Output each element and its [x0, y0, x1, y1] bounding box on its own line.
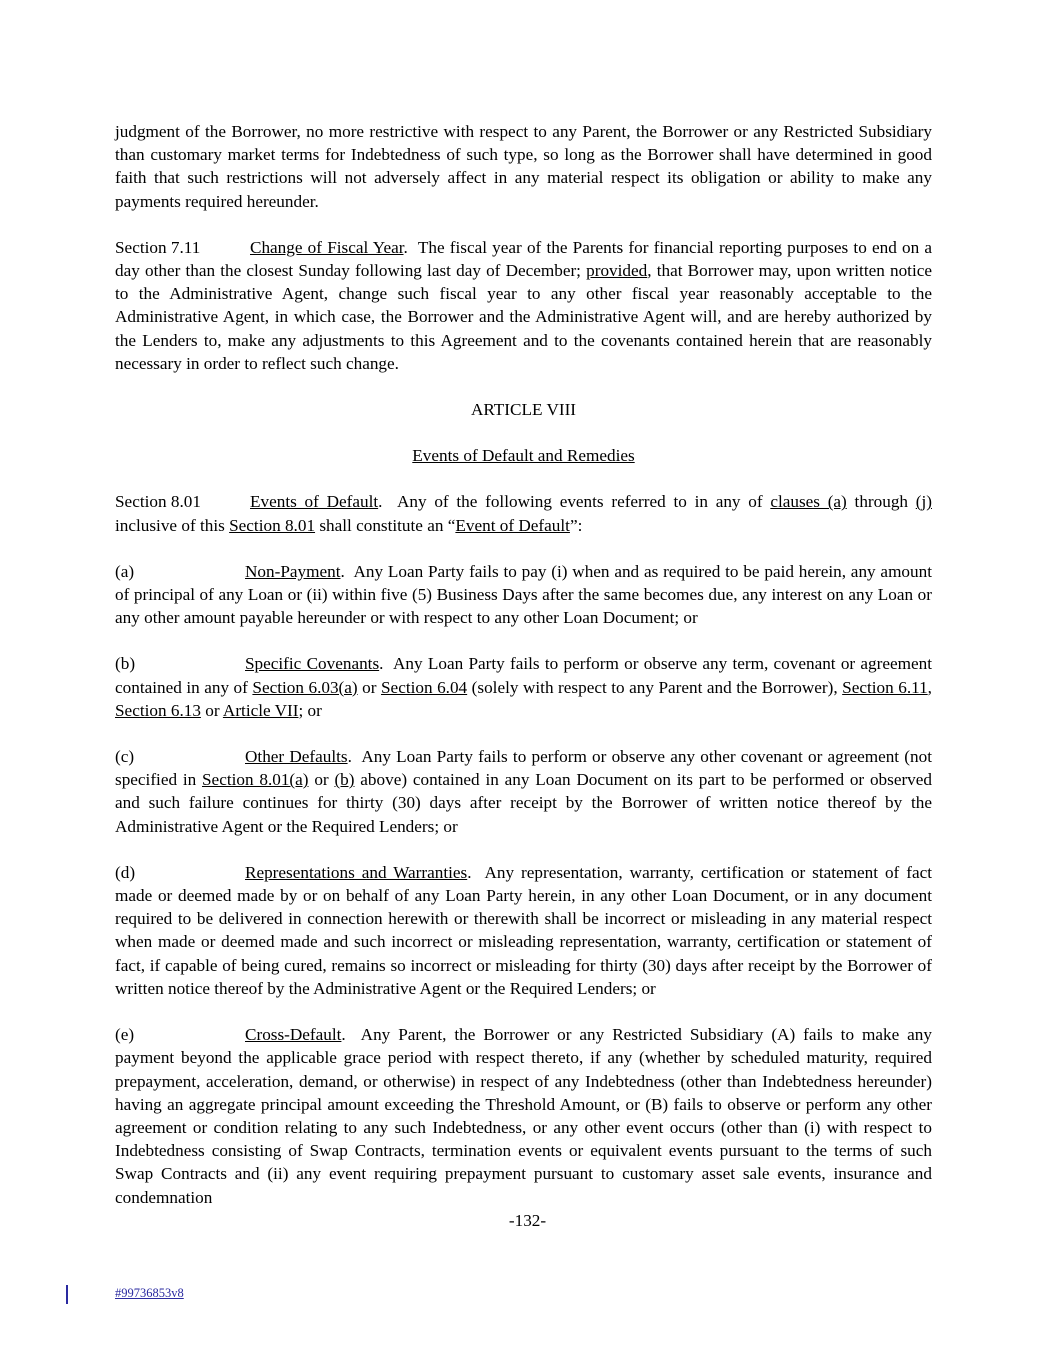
item-heading: Other Defaults: [245, 747, 348, 767]
section-7-11: Section 7.11 Change of Fiscal Year. The fiscal year of the Parents for financial reporting purposes to end on a day other than the closest Sunday following last day of December; provided, that Borrower may, upon written notice to the Administrative Agent, change such fiscal year to any other fiscal year reasonably acceptable to the Administrative Agent, in which case, the Borrower and the Administrative Agent will, and are hereby authorized by the Lenders to, make any adjustments to this Agreement and to the covenants contained herein that are reasonably necessary in order to reflect such change.: [115, 237, 932, 373]
provided-emphasis: provided: [586, 261, 648, 281]
item-b: (b) Specific Covenants. Any Loan Party fails to perform or observe any term, covenant or agreement contained in any of Section 6.03(a) or Section 6.04 (solely with respect to any Parent and the Borrower), Section 6.11, Section 6.13 or Article VII; or: [115, 654, 932, 720]
item-marker: (d): [115, 862, 136, 882]
spacer: [115, 421, 932, 444]
section-label: Section 7.11: [115, 237, 201, 257]
item-marker: (c): [115, 747, 135, 767]
section-text-b: through: [846, 492, 916, 512]
item-marker: (a): [115, 561, 135, 581]
section-text-a: Any of the following events referred to in any of: [396, 492, 771, 512]
item-e: (e) Cross-Default. Any Parent, the Borrower or any Restricted Subsidiary (A) fails to make any payment beyond the applicable grace period with respect thereto, if any (whether by scheduled maturity, required prepayment, acceleration, demand, or otherwise) in respect of any Indebtedness (other than Indebtedness hereunder) having an aggregate principal amount exceeding the Threshold Amount, or (B) fails to observe or perform any other agreement or condition relating to any such Indebtedness, or any other event occurs (other than (i) with respect to Indebtedness consisting of Swap Contracts, termination events or equivalent events pursuant to the terms of such Swap Contracts and (ii) any event requiring prepayment pursuant to customary asset sale events, insurance and condemnation: [115, 1025, 932, 1207]
item-text-b: or: [308, 770, 335, 790]
clause-ref-b: (b): [334, 770, 355, 790]
item-heading: Non-Payment: [245, 561, 341, 581]
spacer: [115, 722, 932, 745]
paragraph-continuation: judgment of the Borrower, no more restrictive with respect to any Parent, the Borrower or any Restricted Subsidiary than customary market terms for Indebtedness of such type, so long as the Borrower shall have determined in good faith that such restrictions will not adversely affect in any material respect its obligation or ability to make any payments required hereunder.: [115, 122, 932, 211]
section-8-01: Section 8.01 Events of Default. Any of the following events referred to in any of clauses (a) through (j) inclusive of this Section 8.01 shall constitute an “Event of Default”:: [115, 492, 932, 535]
item-heading: Specific Covenants: [245, 654, 380, 674]
section-text-c: inclusive of this: [115, 515, 230, 535]
section-heading: Events of Default: [250, 492, 379, 512]
revision-change-bar: [66, 1285, 68, 1304]
section-ref-6-03a: Section 6.03(a): [252, 677, 358, 697]
item-d: (d) Representations and Warranties. Any representation, warranty, certification or statement of fact made or deemed made by or on behalf of any Loan Party herein, in any other Loan Document, or in any document required to be delivered in connection herewith or therewith shall be incorrect or misleading in any material respect when made or deemed made and such incorrect or misleading representation, warranty, certification or statement of fact, if capable of being cured, remains so incorrect or misleading for thirty (30) days after receipt by the Borrower of written notice thereof by the Administrative Agent or the Required Lenders; or: [115, 862, 932, 998]
footer-reference: [115, 1286, 184, 1301]
section-ref-6-04: Section 6.04: [381, 677, 468, 697]
item-text-b: or: [357, 677, 381, 697]
section-heading: Change of Fiscal Year: [250, 237, 404, 257]
item-heading: Cross-Default: [245, 1025, 342, 1045]
section-text-b: , that Borrower may, upon written notice to the Administrative Agent, change such fiscal year to any other fiscal year reasonably acceptable to the Administrative Agent, in which case, the Borrower and the Administrative Agent will, and are hereby authorized by the Lenders to, make any adjustments to this Agreement and to the covenants contained herein that are reasonably necessary in order to reflect such change.: [115, 261, 932, 373]
section-ref-8-01: Section 8.01: [229, 515, 316, 535]
article-subtitle: Events of Default and Remedies: [412, 446, 635, 466]
clause-ref-a: clauses (a): [770, 492, 847, 512]
item-marker: (b): [115, 654, 136, 674]
spacer: [115, 838, 932, 861]
section-text-a: The fiscal year of the Parents for financial reporting purposes to end on a day other than the closest Sunday following last day of December;: [115, 237, 932, 281]
item-text-a: Any Loan Party fails to perform or observe any other covenant or agreement (not specified in: [115, 747, 932, 790]
page-number: -132-: [508, 1211, 547, 1230]
spacer: [115, 537, 932, 560]
article-title: ARTICLE VIII: [470, 400, 577, 420]
section-text-d: shall constitute an “: [315, 515, 456, 535]
clause-ref-j: (j): [915, 492, 932, 512]
spacer: [115, 375, 932, 398]
section-ref-8-01a: Section 8.01(a): [202, 770, 309, 790]
defined-term-event-of-default: Event of Default: [455, 515, 570, 535]
item-text-d: ,: [927, 677, 932, 697]
section-ref-6-13: Section 6.13: [115, 700, 201, 720]
spacer: [115, 213, 932, 236]
spacer: [115, 467, 932, 490]
footer-document-number: #99736853v8: [115, 1286, 184, 1300]
item-text-c: (solely with respect to any Parent and the Borrower),: [467, 677, 843, 697]
item-marker: (e): [115, 1025, 135, 1045]
article-ref-vii: Article VII: [222, 700, 299, 720]
item-c: (c) Other Defaults. Any Loan Party fails to perform or observe any other covenant or agreement (not specified in Section 8.01(a) or (b) above) contained in any Loan Document on its part to be performed or observed and such failure continues for thirty (30) days after receipt by the Borrower of written notice thereof by the Administrative Agent or the Required Lenders; or: [115, 747, 932, 836]
section-ref-6-11: Section 6.11: [842, 677, 928, 697]
item-heading: Representations and Warranties: [245, 862, 468, 882]
page-content: [115, 120, 932, 1209]
spacer: [115, 1000, 932, 1023]
section-text-e: ”:: [569, 515, 583, 535]
item-text-e: or: [200, 700, 223, 720]
item-text-a: Any Loan Party fails to perform or observe any term, covenant or agreement contained in any of: [115, 654, 932, 697]
item-text-f: ; or: [298, 700, 322, 720]
section-label: Section 8.01: [115, 492, 201, 512]
item-a: (a) Non-Payment. Any Loan Party fails to pay (i) when and as required to be paid herein, any amount of principal of any Loan or (ii) within five (5) Business Days after the same becomes due, any interest on any Loan or any other amount payable hereunder or with respect to any other Loan Document; or: [115, 561, 932, 628]
spacer: [115, 629, 932, 652]
item-text-c: above) contained in any Loan Document on its part to be performed or observed and such failure continues for thirty (30) days after receipt by the Borrower of written notice thereof by the Administrative Agent or the Required Lenders; or: [115, 770, 932, 836]
